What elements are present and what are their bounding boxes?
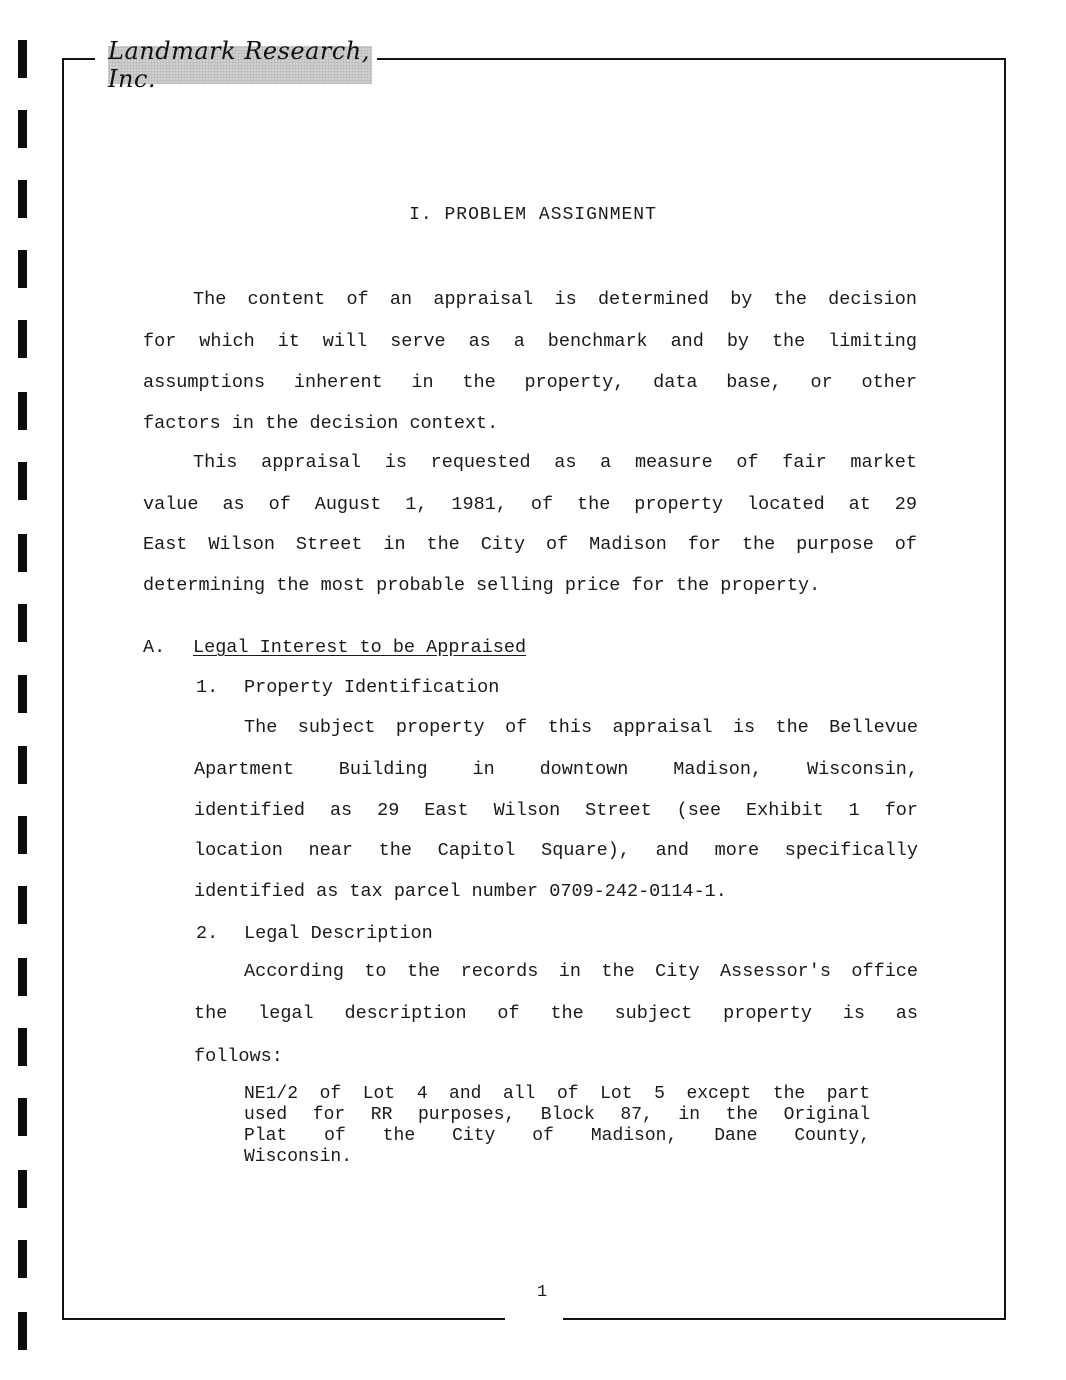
binder-mark <box>18 40 27 78</box>
binder-mark <box>18 1170 27 1208</box>
binder-mark <box>18 392 27 430</box>
binder-mark <box>18 1312 27 1350</box>
binder-mark <box>18 886 27 924</box>
binder-mark <box>18 1098 27 1136</box>
section-heading: Legal Interest to be Appraised <box>193 637 527 658</box>
quote-line: Plat of the City of Madison, Dane County, <box>244 1126 870 1146</box>
paragraph-line: identified as 29 East Wilson Street (see Exhibit 1 for <box>194 800 918 821</box>
item-heading: Property Identification <box>244 677 500 698</box>
paragraph-line: location near the Capitol Square), and more specifically <box>194 840 918 861</box>
binder-mark <box>18 250 27 288</box>
company-logo: Landmark Research, Inc. <box>108 46 372 84</box>
paragraph-line: the legal description of the subject property is as <box>194 1003 918 1024</box>
binder-mark <box>18 462 27 500</box>
quote-line: NE1/2 of Lot 4 and all of Lot 5 except the part <box>244 1084 870 1104</box>
legal-description-quote <box>244 1084 870 1168</box>
paragraph-line: According to the records in the City Assessor's office <box>244 961 918 982</box>
paragraph-line: identified as tax parcel number 0709-242-0114-1. <box>194 881 727 902</box>
paragraph-line: follows: <box>194 1046 283 1067</box>
paragraph-line: determining the most probable selling price for the property. <box>143 575 821 596</box>
binder-mark <box>18 320 27 358</box>
paragraph-line: The subject property of this appraisal is the Bellevue <box>244 717 918 738</box>
binder-mark <box>18 958 27 996</box>
paragraph-line: The content of an appraisal is determined by the decision <box>193 289 917 310</box>
item-heading: Legal Description <box>244 923 433 944</box>
binder-mark <box>18 534 27 572</box>
binder-mark <box>18 110 27 148</box>
item-number: 1. <box>196 677 219 698</box>
paragraph-line: factors in the decision context. <box>143 413 499 434</box>
paragraph-line: value as of August 1, 1981, of the property located at 29 <box>143 494 917 515</box>
binder-mark <box>18 1028 27 1066</box>
quote-line: Wisconsin. <box>244 1147 353 1167</box>
paragraph-line: for which it will serve as a benchmark and by the limiting <box>143 331 917 352</box>
paragraph-line: East Wilson Street in the City of Madison for the purpose of <box>143 534 917 555</box>
item-number: 2. <box>196 923 219 944</box>
frame-gap <box>505 1306 563 1324</box>
section-label: A. <box>143 637 166 658</box>
page-number: 1 <box>537 1283 548 1302</box>
paragraph-line: This appraisal is requested as a measure of fair market <box>193 452 917 473</box>
binder-mark <box>18 604 27 642</box>
binder-mark <box>18 746 27 784</box>
page-title: I. PROBLEM ASSIGNMENT <box>409 205 657 225</box>
quote-line: used for RR purposes, Block 87, in the Original <box>244 1105 870 1125</box>
paragraph-line: assumptions inherent in the property, data base, or other <box>143 372 917 393</box>
binder-mark <box>18 816 27 854</box>
paragraph-line: Apartment Building in downtown Madison, Wisconsin, <box>194 759 918 780</box>
binder-mark <box>18 1240 27 1278</box>
binder-mark <box>18 675 27 713</box>
